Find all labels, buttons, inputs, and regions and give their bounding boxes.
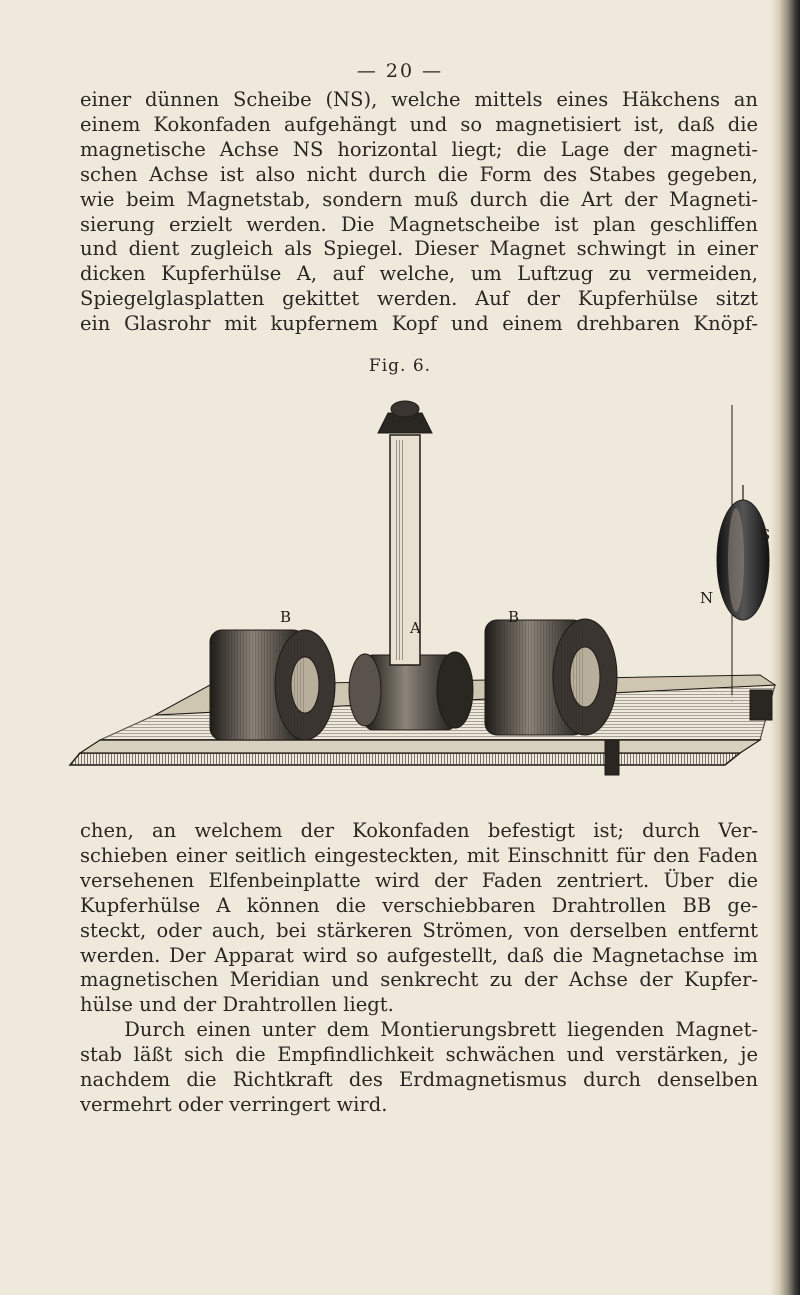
text-line: einer dünnen Scheibe (NS), welche mittels eines Häkchens an	[80, 88, 758, 111]
text-line: schieben einer seitlich eingesteckten, mit Einschnitt für den Faden	[80, 843, 758, 867]
magnet-disc	[717, 405, 769, 705]
text-line: steckt, oder auch, bei stärkeren Strömen, von derselben entfernt	[80, 918, 758, 942]
label-sleeve: A	[410, 619, 421, 637]
text-line: vermehrt oder verringert wird.	[80, 1092, 388, 1116]
text-line: nachdem die Richtkraft des Erdmagnetismus durch denselben	[80, 1068, 758, 1092]
wire-coil-right	[485, 619, 617, 735]
text-line: und dient zugleich als Spiegel. Dieser Magnet schwingt in einer	[80, 237, 758, 261]
text-line: werden. Der Apparat wird so aufgestellt, daß die Magnetachse im	[80, 943, 758, 967]
text-line: Durch einen unter dem Montierungsbrett liegenden Magnet-	[80, 1018, 758, 1042]
text-line: schen Achse ist also nicht durch die Form des Stabes gegeben,	[80, 162, 758, 186]
text-line: chen, an welchem der Kokonfaden befestigt ist; durch Ver-	[80, 819, 758, 842]
label-south: S	[760, 526, 771, 544]
text-line: versehenen Elfenbeinplatte wird der Faden zentriert. Über die	[80, 868, 758, 892]
glass-tube	[378, 401, 432, 665]
text-line: stab läßt sich die Empfindlichkeit schwächen und verstärken, je	[80, 1043, 758, 1067]
text-line: magnetischen Meridian und senkrecht zu der Achse der Kupfer-	[80, 968, 758, 992]
text-line: einem Kokonfaden aufgehängt und so magnetisiert ist, daß die	[80, 112, 758, 136]
text-line: ein Glasrohr mit kupfernem Kopf und einem drehbaren Knöpf-	[80, 312, 758, 336]
figure-caption: Fig. 6.	[368, 356, 432, 376]
text-line: Spiegelglasplatten gekittet werden. Auf der Kupferhülse sitzt	[80, 287, 758, 311]
label-coil-right: B	[508, 608, 520, 626]
wire-coil-left	[210, 630, 335, 740]
text-line: hülse und der Drahtrollen liegt.	[80, 993, 394, 1017]
galvanometer-illustration	[60, 385, 780, 805]
text-line: wie beim Magnetstab, sondern muß durch die Art der Magneti-	[80, 187, 758, 211]
text-line: Kupferhülse A können die verschiebbaren Drahtrollen BB ge-	[80, 893, 758, 917]
paragraph-1	[80, 88, 758, 337]
paragraph-2	[80, 819, 758, 1118]
text-line: magnetische Achse NS horizontal liegt; die Lage der magneti-	[80, 137, 758, 161]
label-coil-left: B	[280, 608, 292, 626]
page-number: — 20 —	[356, 60, 444, 82]
text-line: dicken Kupferhülse A, auf welche, um Luftzug zu vermeiden,	[80, 262, 758, 286]
text-line: sierung erzielt werden. Die Magnetscheibe ist plan geschliffen	[80, 212, 758, 236]
label-north: N	[700, 589, 714, 607]
